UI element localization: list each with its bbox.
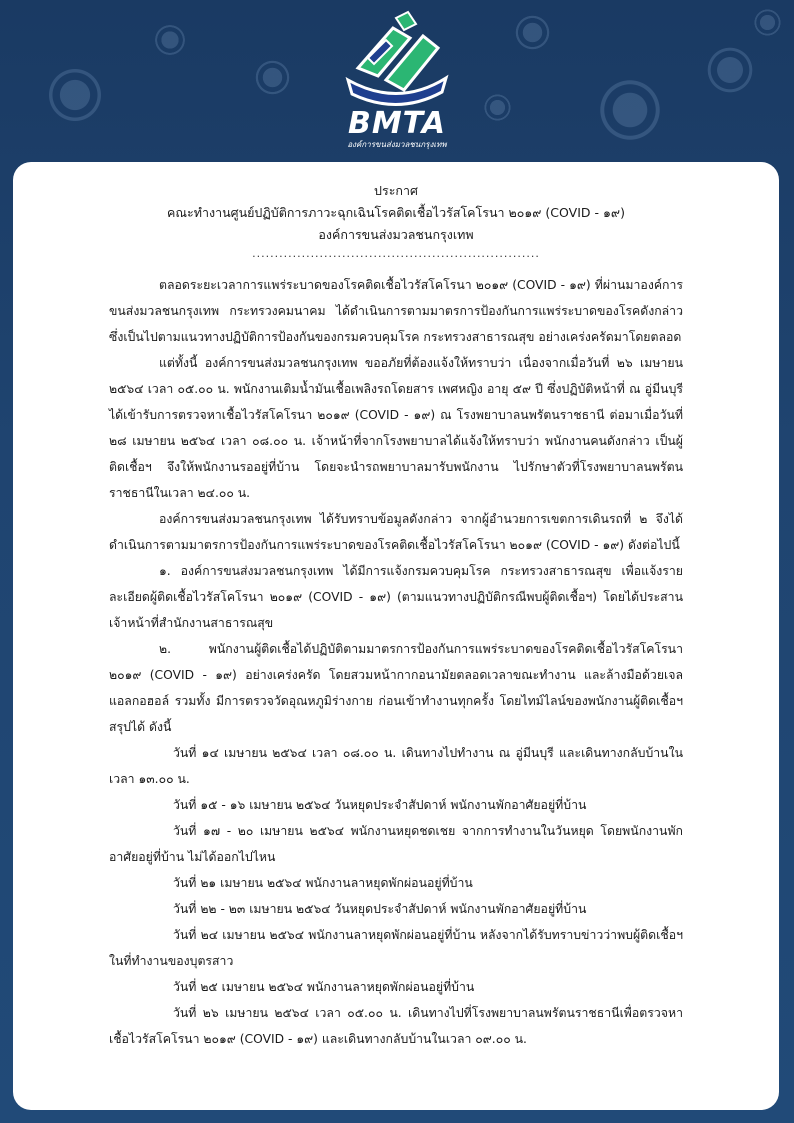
paragraph: ๒. พนักงานผู้ติดเชื้อได้ปฏิบัติตามมาตรการป้องกันการแพร่ระบาดของโรคติดเชื้อไวรัสโคโรนา ๒๐๑๙ (COVID - ๑๙) อย่างเคร่งครัด โดยสวมหน้ากากอนามัยตลอดเวลาขณะทำงาน และล้างมือด้วยเจลแอลกอฮอล์ รวมทั้ง มีการตรวจวัดอุณหภูมิร่างกาย ก่อนเข้าทำงานทุกครั้ง โดยไทม์ไลน์ของพนักงานผู้ติดเชื้อฯสรุปได้ ดังนี้ xyxy=(109,642,683,734)
bmta-emblem-icon xyxy=(338,8,456,108)
header xyxy=(0,0,794,165)
heading-line-1: ประกาศ xyxy=(374,183,418,198)
heading-line-2: คณะทำงานศูนย์ปฏิบัติการภาวะฉุกเฉินโรคติดเชื้อไวรัสโคโรนา ๒๐๑๙ (COVID - ๑๙) xyxy=(167,205,625,220)
heading-line-3: องค์การขนส่งมวลชนกรุงเทพ xyxy=(318,227,474,242)
timeline-item: วันที่ ๒๒ - ๒๓ เมษายน ๒๕๖๔ วันหยุดประจำสัปดาห์ พนักงานพักอาศัยอยู่ที่บ้าน xyxy=(173,902,587,916)
announcement-heading xyxy=(109,180,683,262)
bmta-logo xyxy=(338,8,456,153)
paragraph: องค์การขนส่งมวลชนกรุงเทพ ได้รับทราบข้อมูลดังกล่าว จากผู้อำนวยการเขตการเดินรถที่ ๒ จึงได้ดำเนินการตามมาตรการป้องกันการแพร่ระบาดของโรคติดเชื้อไวรัสโคโรนา ๒๐๑๙ (COVID - ๑๙) ดังต่อไปนี้ xyxy=(109,512,683,552)
heading-separator: ................................................................ xyxy=(252,247,540,260)
timeline-item: วันที่ ๒๕ เมษายน ๒๕๖๔ พนักงานลาหยุดพักผ่อนอยู่ที่บ้าน xyxy=(173,980,475,994)
announcement-card xyxy=(13,162,779,1110)
logo-subtitle: องค์การขนส่งมวลชนกรุงเทพ xyxy=(347,140,447,149)
timeline-item: วันที่ ๒๑ เมษายน ๒๕๖๔ พนักงานลาหยุดพักผ่อนอยู่ที่บ้าน xyxy=(173,876,473,890)
paragraph: ตลอดระยะเวลาการแพร่ระบาดของโรคติดเชื้อไวรัสโคโรนา ๒๐๑๙ (COVID - ๑๙) ที่ผ่านมาองค์การขนส่งมวลชนกรุงเทพ กระทรวงคมนาคม ได้ดำเนินการตามมาตรการป้องกันการแพร่ระบาดของโรคดังกล่าวซึ่งเป็นไปตามแนวทางปฏิบัติการป้องกันของกรมควบคุมโรค กระทรวงสาธารณสุข อย่างเคร่งครัดมาโดยตลอด xyxy=(109,278,683,344)
timeline-item: วันที่ ๑๗ - ๒๐ เมษายน ๒๕๖๔ พนักงานหยุดชดเชย จากการทำงานในวันหยุด โดยพนักงานพักอาศัยอยู่ที่บ้าน ไม่ได้ออกไปไหน xyxy=(109,824,683,864)
timeline-item: วันที่ ๑๔ เมษายน ๒๕๖๔ เวลา ๐๘.๐๐ น. เดินทางไปทำงาน ณ อู่มีนบุรี และเดินทางกลับบ้านในเวลา ๑๓.๐๐ น. xyxy=(109,746,683,786)
timeline-item: วันที่ ๒๖ เมษายน ๒๕๖๔ เวลา ๐๕.๐๐ น. เดินทางไปที่โรงพยาบาลนพรัตนราชธานีเพื่อตรวจหาเชื้อไวรัสโคโรนา ๒๐๑๙ (COVID - ๑๙) และเดินทางกลับบ้านในเวลา ๐๙.๐๐ น. xyxy=(109,1006,683,1046)
paragraph: แต่ทั้งนี้ องค์การขนส่งมวลชนกรุงเทพ ขออภัยที่ต้องแจ้งให้ทราบว่า เนื่องจากเมื่อวันที่ ๒๖ เมษายน ๒๕๖๔ เวลา ๐๕.๐๐ น. พนักงานเติมน้ำมันเชื้อเพลิงรถโดยสาร เพศหญิง อายุ ๕๙ ปี ซึ่งปฏิบัติหน้าที่ ณ อู่มีนบุรีได้เข้ารับการตรวจหาเชื้อไวรัสโคโรนา ๒๐๑๙ (COVID - ๑๙) ณ โรงพยาบาลนพรัตนราชธานี ต่อมาเมื่อวันที่ ๒๘ เมษายน ๒๕๖๔ เวลา ๐๘.๐๐ น. เจ้าหน้าที่จากโรงพยาบาลได้แจ้งให้ทราบว่า พนักงานคนดังกล่าว เป็นผู้ติดเชื้อฯ จึงให้พนักงานรออยู่ที่บ้าน โดยจะนำรถพยาบาลมารับพนักงาน ไปรักษาตัวที่โรงพยาบาลนพรัตนราชธานีในเวลา ๒๔.๐๐ น. xyxy=(109,356,683,500)
logo-wordmark: BMTA xyxy=(347,106,447,141)
announcement-body xyxy=(109,272,683,1052)
timeline-item: วันที่ ๑๕ - ๑๖ เมษายน ๒๕๖๔ วันหยุดประจำสัปดาห์ พนักงานพักอาศัยอยู่ที่บ้าน xyxy=(173,798,587,812)
timeline-item: วันที่ ๒๔ เมษายน ๒๕๖๔ พนักงานลาหยุดพักผ่อนอยู่ที่บ้าน หลังจากได้รับทราบข่าวว่าพบผู้ติดเชื้อฯในที่ทำงานของบุตรสาว xyxy=(109,928,683,968)
paragraph: ๑. องค์การขนส่งมวลชนกรุงเทพ ได้มีการแจ้งกรมควบคุมโรค กระทรวงสาธารณสุข เพื่อแจ้งรายละเอียดผู้ติดเชื้อไวรัสโคโรนา ๒๐๑๙ (COVID - ๑๙) (ตามแนวทางปฏิบัติกรณีพบผู้ติดเชื้อฯ) โดยได้ประสานเจ้าหน้าที่สำนักงานสาธารณสุข xyxy=(109,564,683,630)
